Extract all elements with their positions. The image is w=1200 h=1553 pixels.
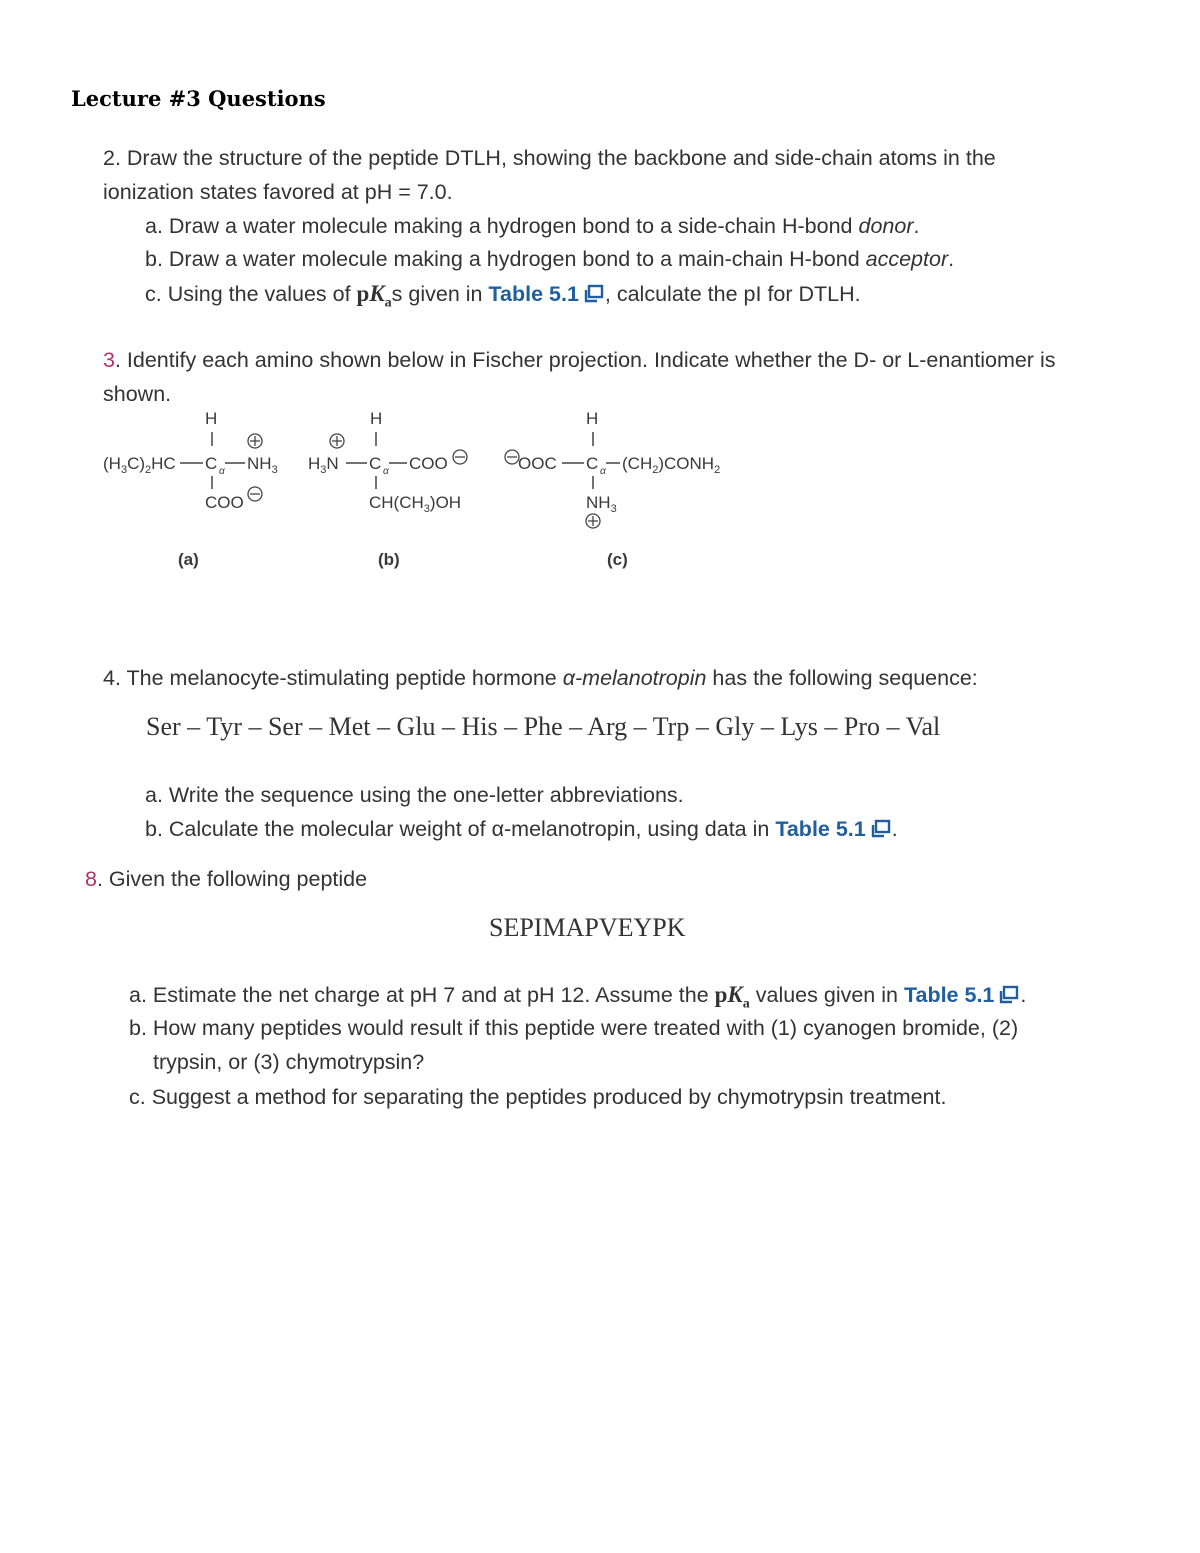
- label-a: (a): [178, 550, 199, 569]
- fischer-projections: [0, 400, 1200, 590]
- q4-item-b: b. Calculate the molecular weight of α-melanotropin, using data in Table 5.1 .: [145, 817, 898, 841]
- amino-acid: Met: [328, 712, 371, 741]
- structure-c-bottom: $NH_3$: [586, 493, 617, 515]
- q4-intro-emphasis: α-melanotropin: [562, 666, 707, 690]
- structure-c-right: $(CH_2)CONH_2$: [622, 454, 721, 476]
- q8-intro: [85, 867, 367, 892]
- sequence-dash: –: [562, 712, 588, 741]
- q2-item-c-post: , calculate the pI for DTLH.: [604, 282, 861, 306]
- q3-line1-text: . Identify each amino shown below in Fischer projection. Indicate whether the D- or L-enantiomer is: [114, 348, 1056, 372]
- q2-item-b-emphasis: acceptor: [865, 247, 949, 271]
- fischer-structure-c: [505, 409, 720, 569]
- amino-acid: Pro: [843, 712, 881, 741]
- sequence-dash: –: [302, 712, 329, 741]
- structure-b-left: $H_3N$: [308, 454, 339, 476]
- amino-acid: His: [461, 712, 498, 741]
- amino-acid: Tyr: [206, 712, 242, 741]
- structure-a-center: C: [205, 454, 218, 473]
- q4-item-a: a. Write the sequence using the one-letter abbreviations.: [145, 783, 684, 807]
- sequence-dash: –: [627, 712, 653, 741]
- sequence-dash: –: [370, 712, 397, 741]
- pka-symbol: $pK_a$: [356, 281, 392, 311]
- q2-item-c-pre: c. Using the values of: [145, 282, 357, 306]
- structure-a-left: $(H_3C)_2HC$: [103, 454, 176, 476]
- amino-acid: Gly: [715, 712, 755, 741]
- structure-b-right: COO: [409, 454, 448, 473]
- structure-c-left: OOC: [518, 454, 557, 473]
- q8-item-c: c. Suggest a method for separating the peptides produced by chymotrypsin treatment.: [129, 1085, 947, 1109]
- page-title: Lecture #3 Questions: [71, 86, 326, 111]
- q3-line2: shown.: [103, 382, 172, 406]
- q8-item-a-mid: values given in: [749, 983, 904, 1007]
- peptide-sequence: SEPIMAPVEYPK: [489, 913, 686, 942]
- sequence-dash: –: [180, 712, 207, 741]
- sequence-dash: –: [880, 712, 906, 741]
- q2-line1: 2. Draw the structure of the peptide DTLH, showing the backbone and side-chain atoms in the: [103, 146, 996, 170]
- table-5-1-link[interactable]: Table 5.1: [775, 817, 866, 841]
- structure-c-alpha: α: [600, 466, 606, 477]
- q2-item-a: a. Draw a water molecule making a hydrogen bond to a side-chain H-bond donor.: [145, 214, 920, 238]
- structure-a-bottom: COO: [205, 493, 244, 512]
- q4-item-b-text: b. Calculate the molecular weight of α-melanotropin, using data in: [145, 817, 776, 841]
- amino-acid: Arg: [587, 712, 628, 741]
- structure-c-top: H: [586, 409, 599, 428]
- q2-item-b: b. Draw a water molecule making a hydrogen bond to a main-chain H-bond acceptor.: [145, 247, 955, 271]
- q2-item-a-text: a. Draw a water molecule making a hydrogen bond to a side-chain H-bond: [145, 214, 859, 238]
- q4-intro: [103, 666, 978, 691]
- q4-intro-post: has the following sequence:: [706, 666, 978, 690]
- external-link-icon[interactable]: [870, 819, 892, 839]
- q2-item-c-mid: s given in: [391, 282, 489, 306]
- q8-item-b-line1: b. How many peptides would result if this peptide were treated with (1) cyanogen bromide, (2): [129, 1016, 1019, 1040]
- q8-item-a: a. Estimate the net charge at pH 7 and at pH 12. Assume the $pK_a$ values given in Table 5.1 .: [129, 982, 1027, 1012]
- sequence-dash: –: [817, 712, 844, 741]
- q4-intro-pre: 4. The melanocyte-stimulating peptide hormone: [103, 666, 563, 690]
- structure-b-bottom: $CH(CH_3)OH$: [369, 493, 462, 515]
- amino-acid: Glu: [396, 712, 436, 741]
- q2-item-c: [145, 281, 861, 312]
- q8-number: 8: [85, 867, 97, 891]
- fischer-structure-b: [308, 409, 467, 569]
- q8-item-a-pre: a. Estimate the net charge at pH 7 and at pH 12. Assume the: [129, 983, 715, 1007]
- amino-acid: Ser: [146, 712, 181, 741]
- label-c: (c): [607, 550, 628, 569]
- q3-number: 3: [103, 348, 115, 372]
- q2-item-b-text: b. Draw a water molecule making a hydrogen bond to a main-chain H-bond: [145, 247, 866, 271]
- amino-acid-sequence: [146, 712, 940, 742]
- sequence-dash: –: [689, 712, 716, 741]
- structure-b-top: H: [370, 409, 383, 428]
- sequence-dash: –: [497, 712, 524, 741]
- q8-intro-text: . Given the following peptide: [96, 867, 368, 891]
- fischer-structure-a: [103, 409, 278, 569]
- q2-line2: ionization states favored at pH = 7.0.: [103, 180, 453, 204]
- q2-item-a-emphasis: donor: [858, 214, 914, 238]
- table-5-1-link[interactable]: Table 5.1: [488, 282, 579, 306]
- sequence-dash: –: [754, 712, 781, 741]
- amino-acid: Val: [905, 712, 941, 741]
- structure-b-alpha: α: [383, 466, 389, 477]
- label-b: (b): [378, 550, 400, 569]
- amino-acid: Trp: [652, 712, 690, 741]
- sequence-dash: –: [241, 712, 268, 741]
- structure-a-right: $NH_3$: [247, 454, 278, 476]
- external-link-icon[interactable]: [583, 284, 605, 304]
- amino-acid: Phe: [523, 712, 563, 741]
- structure-a-top: H: [205, 409, 218, 428]
- pka-symbol: $pK_a$: [714, 982, 750, 1012]
- q3-line1: [103, 348, 1055, 373]
- table-5-1-link[interactable]: Table 5.1: [903, 983, 995, 1007]
- structure-b-center: C: [369, 454, 382, 473]
- structure-c-center: C: [586, 454, 599, 473]
- structure-a-alpha: α: [219, 466, 225, 477]
- amino-acid: Lys: [780, 712, 818, 741]
- sequence-dash: –: [435, 712, 462, 741]
- amino-acid: Ser: [267, 712, 303, 741]
- q8-item-b-line2: trypsin, or (3) chymotrypsin?: [153, 1050, 425, 1074]
- external-link-icon[interactable]: [998, 985, 1020, 1005]
